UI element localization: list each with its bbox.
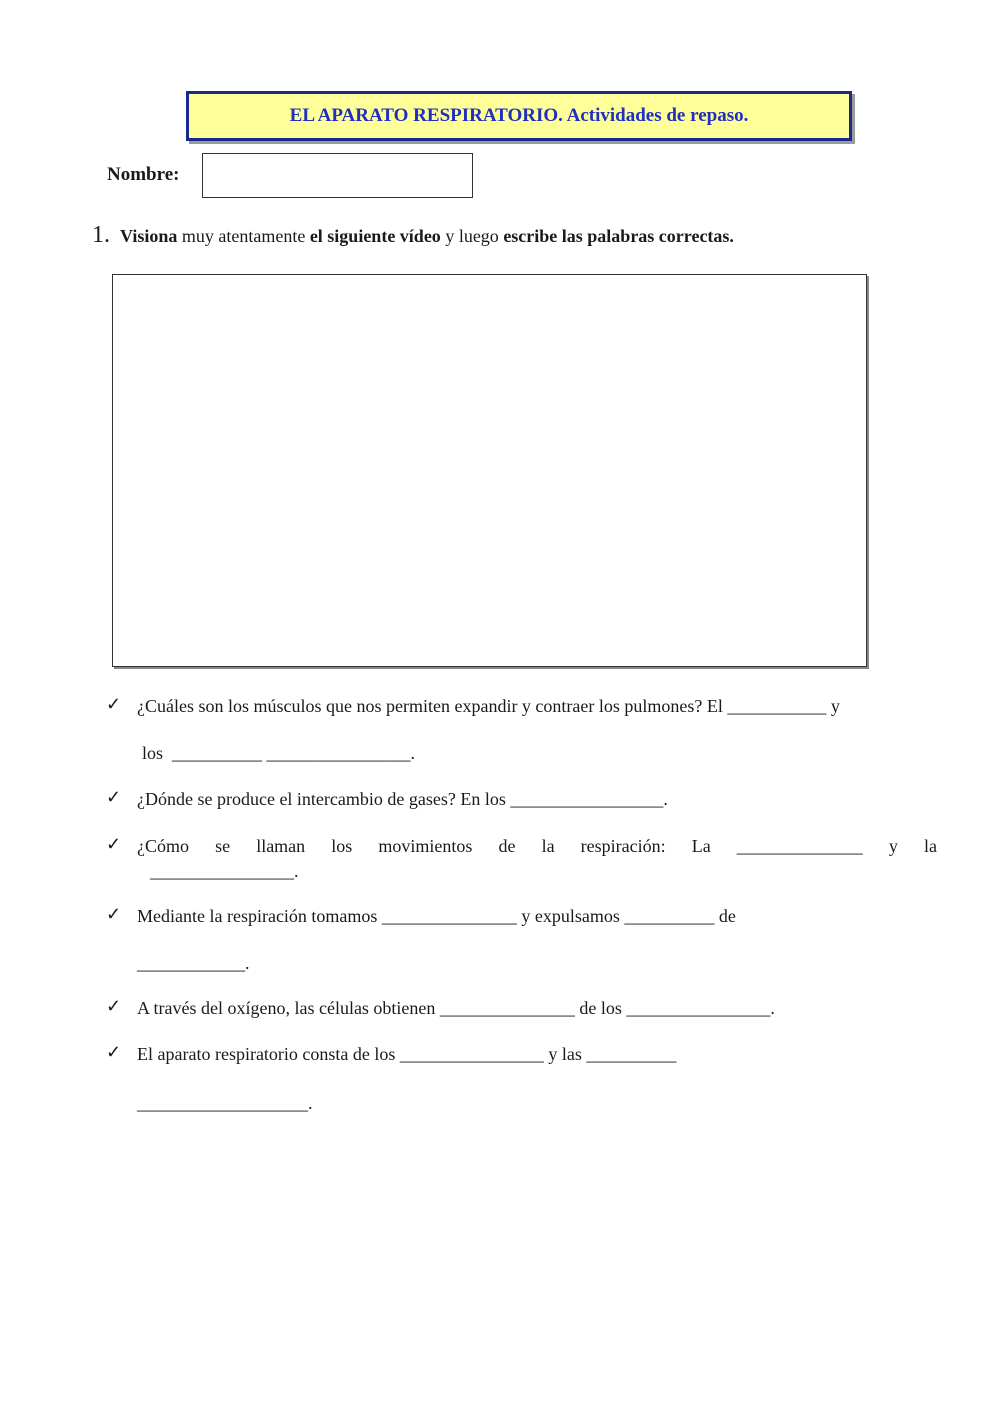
checkmark-icon: ✓ [106,1042,122,1062]
word: ¿Cómo [137,836,189,856]
word: la [923,836,937,856]
question-1-instruction [92,222,734,249]
word: movimientos [378,836,473,856]
question-line: ___________________. [137,1093,313,1113]
question-line: Mediante la respiración tomamos _______________ y expulsamos __________ de [137,906,736,926]
word: los [331,836,353,856]
word: llaman [256,836,306,856]
video-frame[interactable] [112,274,867,667]
word: ______________ [736,836,863,856]
worksheet-title: EL APARATO RESPIRATORIO. Actividades de repaso. [186,91,852,141]
question-line: ¿Cuáles son los músculos que nos permiten expandir y contraer los pulmones? El ___________ y [137,696,840,716]
question-line: ¿Dónde se produce el intercambio de gases? En los _________________. [137,789,668,809]
checkmark-icon: ✓ [106,904,122,924]
checkmark-icon: ✓ [106,787,122,807]
word: y [888,836,898,856]
checkmark-icon: ✓ [106,996,122,1016]
name-input-box[interactable] [202,153,473,198]
question-line: A través del oxígeno, las células obtienen _______________ de los ________________. [137,998,775,1018]
question-line-justified [137,836,937,857]
word: de [498,836,516,856]
instruction-text: muy atentamente [177,226,310,246]
question-number: 1. [92,222,110,248]
question-line: ____________. [137,953,250,973]
question-line: los __________ ________________. [142,743,416,763]
word: se [215,836,231,856]
question-line: ________________. [150,861,299,881]
instruction-text: y luego [440,226,504,246]
word: La [691,836,711,856]
word: respiración: [580,836,666,856]
checkmark-icon: ✓ [106,834,122,854]
instruction-bold-visiona: Visiona [120,226,178,246]
instruction-bold-video: el siguiente vídeo [309,226,441,246]
question-line: El aparato respiratorio consta de los ________________ y las __________ [137,1044,677,1064]
name-label: Nombre: [107,164,180,185]
checkmark-icon: ✓ [106,694,122,714]
instruction-bold-write: escribe las palabras correctas. [503,226,734,246]
word: la [541,836,555,856]
